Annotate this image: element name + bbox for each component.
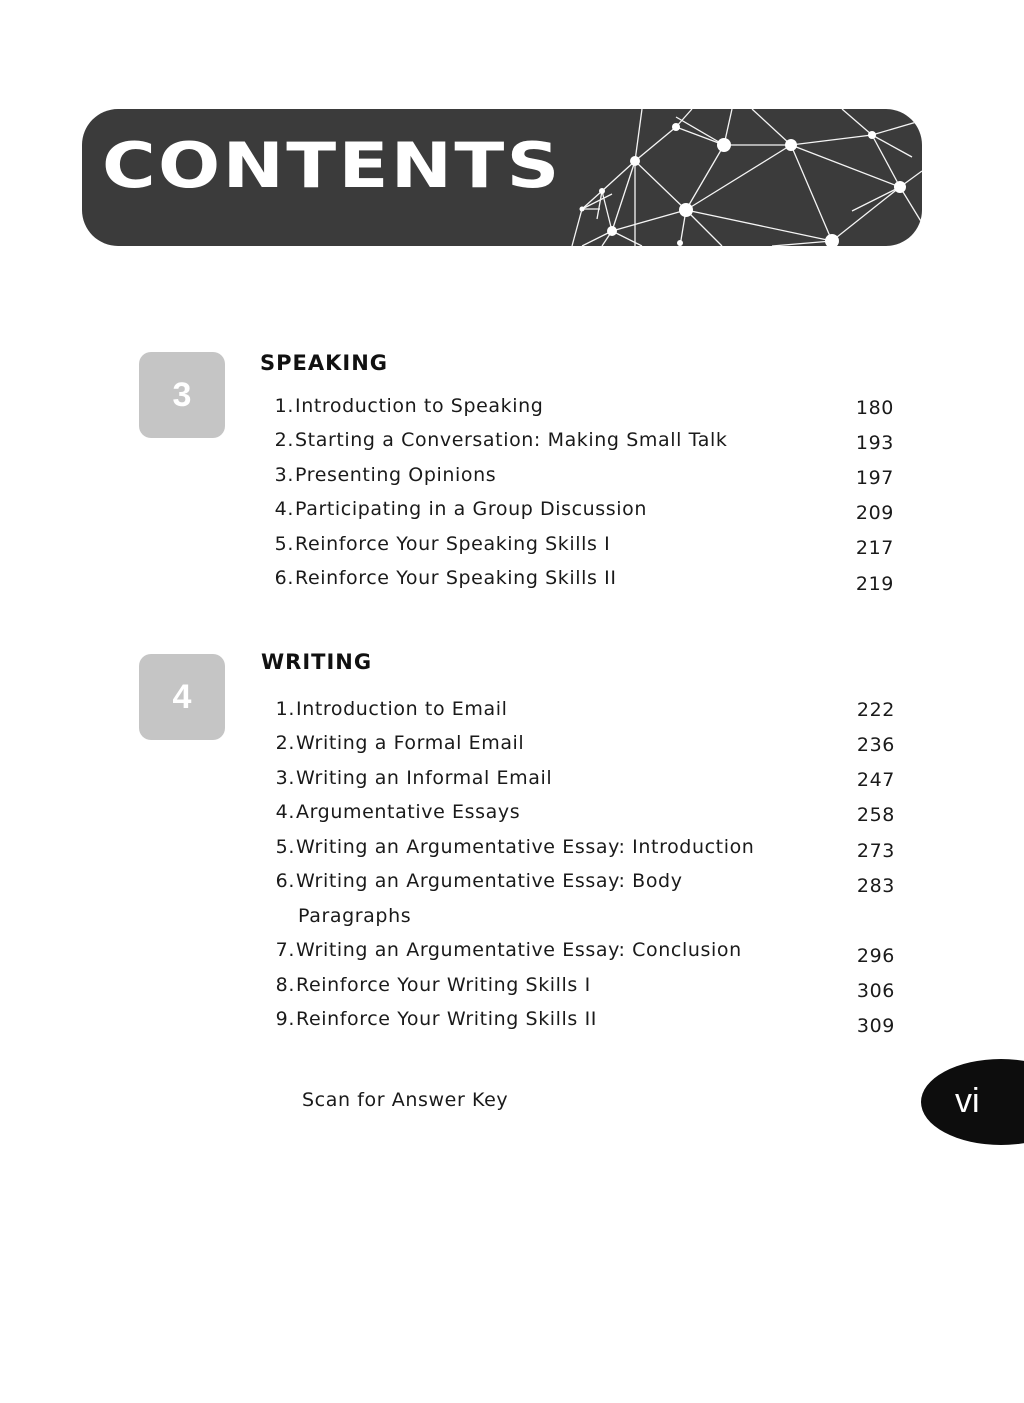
toc-page-number: 296 [856,945,895,967]
toc-item[interactable] [273,767,552,789]
toc-page-number: 306 [856,980,895,1002]
toc-page-number: 197 [855,467,894,489]
toc-page-number: 217 [855,537,894,559]
toc-item-number: 3. [274,464,294,486]
toc-item-label: Writing an Argumentative Essay: Conclusion [296,939,742,961]
toc-item-label: Writing an Argumentative Essay: Body [296,870,683,892]
toc-item[interactable] [273,974,591,996]
chapter-number-box: 3 [139,352,225,438]
toc-item[interactable] [273,870,683,892]
toc-item-label: Reinforce Your Writing Skills II [296,1008,597,1030]
toc-item[interactable] [273,939,742,961]
toc-item-number: 9. [275,1008,295,1030]
toc-page-number: 258 [856,804,895,826]
toc-item-label: Reinforce Your Writing Skills I [296,974,591,996]
toc-item[interactable] [273,801,520,823]
toc-item-label: Argumentative Essays [296,801,521,823]
toc-page-number: 247 [856,769,895,791]
toc-page-number: 180 [855,397,894,419]
toc-item-number: 2. [274,429,294,451]
toc-item[interactable] [272,429,727,451]
answer-key-link[interactable]: Scan for Answer Key [302,1089,509,1111]
toc-item-number: 3. [275,767,295,789]
toc-item[interactable] [272,533,610,555]
toc-item-label: Writing a Formal Email [296,732,525,754]
toc-item[interactable] [273,836,754,858]
toc-item-label: Participating in a Group Discussion [295,498,648,520]
toc-item-label: Introduction to Speaking [295,395,544,417]
toc-item-number: 2. [275,732,295,754]
toc-item-continuation: Paragraphs [298,905,412,927]
toc-item-number: 1. [275,698,295,720]
page-title: CONTENTS [102,129,562,202]
toc-item-label: Introduction to Email [296,698,508,720]
toc-item-number: 1. [274,395,294,417]
toc-page-number: 209 [855,502,894,524]
toc-item-number: 8. [275,974,295,996]
toc-page-number: 219 [855,573,894,595]
toc-item-label: Writing an Argumentative Essay: Introduction [296,836,755,858]
page-number: vi [955,1082,980,1120]
toc-item[interactable] [273,698,508,720]
toc-item-number: 7. [275,939,295,961]
toc-item[interactable] [272,498,647,520]
section-title-writing: WRITING [261,650,373,674]
chapter-number-box: 4 [139,654,225,740]
toc-item[interactable] [273,1008,597,1030]
toc-page-number: 309 [856,1015,895,1037]
toc-item-label: Reinforce Your Speaking Skills I [295,533,611,555]
toc-page-number: 273 [856,840,895,862]
toc-page-number: 283 [856,875,895,897]
toc-item-label: Starting a Conversation: Making Small Talk [295,429,728,451]
toc-item-label: Presenting Opinions [295,464,497,486]
toc-item-label: Reinforce Your Speaking Skills II [295,567,617,589]
toc-page-number: 193 [855,432,894,454]
toc-item-number: 5. [275,836,295,858]
toc-item[interactable] [273,732,524,754]
toc-item-number: 5. [274,533,294,555]
toc-item[interactable] [272,464,496,486]
toc-item-number: 6. [275,870,295,892]
toc-item-number: 4. [275,801,295,823]
toc-item[interactable] [272,395,543,417]
contents-banner [82,109,922,246]
toc-item-label: Writing an Informal Email [296,767,553,789]
toc-item-number: 6. [274,567,294,589]
toc-item[interactable] [272,567,617,589]
toc-item-number: 4. [274,498,294,520]
toc-page-number: 222 [856,699,895,721]
section-title-speaking: SPEAKING [260,351,389,375]
toc-page-number: 236 [856,734,895,756]
